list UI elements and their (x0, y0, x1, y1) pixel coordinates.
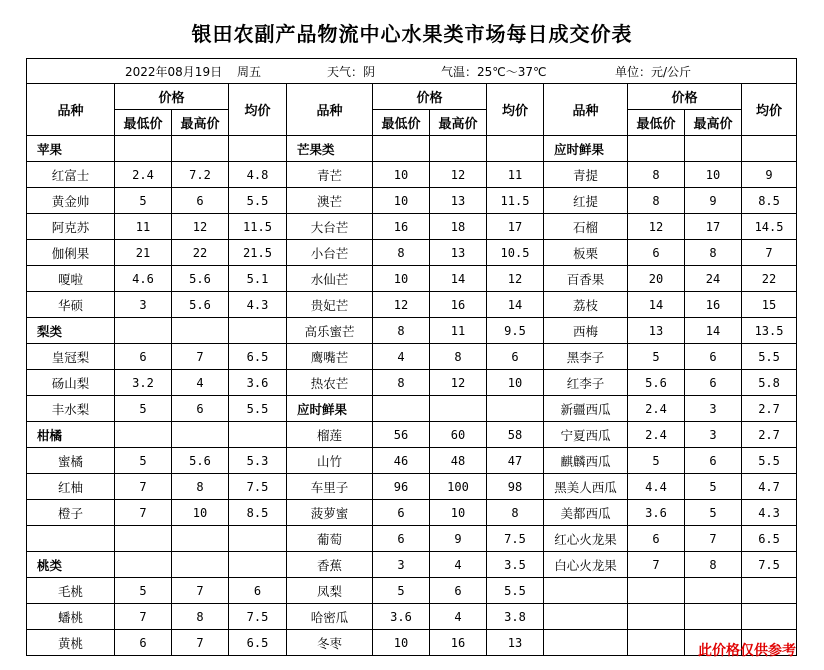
low-price-cell: 10 (373, 266, 430, 292)
header-variety: 品种 (287, 84, 373, 136)
low-price-cell: 10 (373, 162, 430, 188)
avg-price-cell: 9 (742, 162, 797, 188)
avg-price-cell (229, 526, 287, 552)
weather-text: 天气：阴 (327, 65, 376, 79)
high-price-cell: 4 (430, 552, 487, 578)
variety-cell: 热农芒 (287, 370, 373, 396)
low-price-cell: 4.4 (628, 474, 685, 500)
date-text: 2022年08月19日 (125, 65, 223, 79)
table-row (27, 136, 797, 162)
high-price-cell: 9 (685, 188, 742, 214)
avg-price-cell: 8 (487, 500, 544, 526)
high-price-cell: 3 (685, 422, 742, 448)
header-variety: 品种 (544, 84, 628, 136)
variety-cell: 红李子 (544, 370, 628, 396)
avg-price-cell: 7 (742, 240, 797, 266)
low-price-cell: 7 (115, 500, 172, 526)
avg-price-cell: 14 (487, 292, 544, 318)
avg-price-cell: 5.3 (229, 448, 287, 474)
table-row (27, 604, 797, 630)
table-row (27, 266, 797, 292)
table-row (27, 630, 797, 656)
low-price-cell: 5.6 (628, 370, 685, 396)
avg-price-cell: 12 (487, 266, 544, 292)
low-price-cell (115, 552, 172, 578)
table-row (27, 292, 797, 318)
table-row (27, 526, 797, 552)
table-row (27, 162, 797, 188)
high-price-cell: 48 (430, 448, 487, 474)
variety-cell: 榴莲 (287, 422, 373, 448)
category-label: 应时鲜果 (544, 136, 628, 162)
variety-cell: 红富士 (27, 162, 115, 188)
avg-price-cell (229, 136, 287, 162)
header-low: 最低价 (628, 110, 685, 136)
table-row (27, 552, 797, 578)
header-avg: 均价 (742, 84, 797, 136)
low-price-cell: 2.4 (115, 162, 172, 188)
low-price-cell: 96 (373, 474, 430, 500)
table-row (27, 578, 797, 604)
variety-cell: 黑美人西瓜 (544, 474, 628, 500)
header-avg: 均价 (487, 84, 544, 136)
high-price-cell: 7 (685, 526, 742, 552)
page-title: 银田农副产品物流中心水果类市场每日成交价表 (191, 22, 633, 46)
low-price-cell: 5 (115, 448, 172, 474)
low-price-cell (628, 136, 685, 162)
avg-price-cell: 4.8 (229, 162, 287, 188)
category-label: 桃类 (27, 552, 115, 578)
variety-cell: 华硕 (27, 292, 115, 318)
low-price-cell: 5 (115, 578, 172, 604)
high-price-cell: 5.6 (172, 266, 229, 292)
avg-price-cell: 4.3 (229, 292, 287, 318)
avg-price-cell: 6 (487, 344, 544, 370)
low-price-cell: 6 (628, 526, 685, 552)
header-price: 价格 (628, 84, 742, 110)
avg-price-cell (229, 422, 287, 448)
variety-cell: 青提 (544, 162, 628, 188)
avg-price-cell (742, 578, 797, 604)
high-price-cell: 16 (430, 630, 487, 656)
low-price-cell: 10 (373, 188, 430, 214)
variety-cell: 小台芒 (287, 240, 373, 266)
variety-cell: 哈密瓜 (287, 604, 373, 630)
variety-cell: 青芒 (287, 162, 373, 188)
avg-price-cell: 11.5 (229, 214, 287, 240)
high-price-cell: 6 (430, 578, 487, 604)
table-row (27, 474, 797, 500)
low-price-cell: 7 (115, 604, 172, 630)
variety-cell: 红柚 (27, 474, 115, 500)
variety-cell (544, 604, 628, 630)
variety-cell: 贵妃芒 (287, 292, 373, 318)
avg-price-cell: 3.8 (487, 604, 544, 630)
low-price-cell: 56 (373, 422, 430, 448)
variety-cell: 黄桃 (27, 630, 115, 656)
avg-price-cell: 6 (229, 578, 287, 604)
low-price-cell: 3.6 (373, 604, 430, 630)
low-price-cell: 8 (628, 188, 685, 214)
low-price-cell: 7 (115, 474, 172, 500)
high-price-cell: 24 (685, 266, 742, 292)
avg-price-cell: 3.5 (487, 552, 544, 578)
avg-price-cell: 17 (487, 214, 544, 240)
low-price-cell: 6 (373, 526, 430, 552)
low-price-cell: 3.2 (115, 370, 172, 396)
low-price-cell: 5 (628, 344, 685, 370)
category-label: 苹果 (27, 136, 115, 162)
variety-cell: 橙子 (27, 500, 115, 526)
variety-cell (544, 578, 628, 604)
high-price-cell: 12 (430, 370, 487, 396)
category-label: 应时鲜果 (287, 396, 373, 422)
high-price-cell: 6 (685, 344, 742, 370)
variety-cell: 西梅 (544, 318, 628, 344)
high-price-cell: 5.6 (172, 292, 229, 318)
low-price-cell: 3 (373, 552, 430, 578)
table-row (27, 240, 797, 266)
high-price-cell: 8 (172, 604, 229, 630)
variety-cell: 葡萄 (287, 526, 373, 552)
avg-price-cell (487, 136, 544, 162)
table-row (27, 448, 797, 474)
high-price-cell (685, 578, 742, 604)
avg-price-cell: 4.7 (742, 474, 797, 500)
low-price-cell: 8 (373, 240, 430, 266)
low-price-cell: 12 (628, 214, 685, 240)
avg-price-cell: 11.5 (487, 188, 544, 214)
high-price-cell: 7 (172, 578, 229, 604)
variety-cell: 澳芒 (287, 188, 373, 214)
low-price-cell: 20 (628, 266, 685, 292)
table-row (27, 396, 797, 422)
high-price-cell: 14 (685, 318, 742, 344)
avg-price-cell: 5.8 (742, 370, 797, 396)
avg-price-cell: 5.1 (229, 266, 287, 292)
variety-cell: 宁夏西瓜 (544, 422, 628, 448)
high-price-cell: 8 (685, 240, 742, 266)
low-price-cell: 8 (373, 318, 430, 344)
header-high: 最高价 (685, 110, 742, 136)
low-price-cell: 21 (115, 240, 172, 266)
variety-cell: 水仙芒 (287, 266, 373, 292)
low-price-cell: 10 (373, 630, 430, 656)
low-price-cell: 16 (373, 214, 430, 240)
unit-text: 单位：元/公斤 (615, 65, 692, 79)
high-price-cell: 5.6 (172, 448, 229, 474)
avg-price-cell: 5.5 (742, 344, 797, 370)
avg-price-cell: 47 (487, 448, 544, 474)
low-price-cell (628, 604, 685, 630)
high-price-cell: 8 (172, 474, 229, 500)
low-price-cell (115, 526, 172, 552)
header-row-1 (27, 84, 797, 110)
temperature-text: 气温：25℃～37℃ (441, 65, 547, 79)
header-price: 价格 (115, 84, 229, 110)
variety-cell: 丰水梨 (27, 396, 115, 422)
low-price-cell: 4 (373, 344, 430, 370)
high-price-cell: 12 (172, 214, 229, 240)
avg-price-cell: 5.5 (487, 578, 544, 604)
avg-price-cell: 7.5 (229, 474, 287, 500)
category-label: 柑橘 (27, 422, 115, 448)
low-price-cell: 6 (115, 630, 172, 656)
header-high: 最高价 (430, 110, 487, 136)
avg-price-cell (229, 552, 287, 578)
table-row (27, 318, 797, 344)
low-price-cell: 5 (115, 188, 172, 214)
high-price-cell: 6 (172, 188, 229, 214)
low-price-cell: 2.4 (628, 422, 685, 448)
high-price-cell: 11 (430, 318, 487, 344)
avg-price-cell: 7.5 (229, 604, 287, 630)
high-price-cell: 3 (685, 396, 742, 422)
variety-cell: 麒麟西瓜 (544, 448, 628, 474)
variety-cell: 冬枣 (287, 630, 373, 656)
variety-cell: 车里子 (287, 474, 373, 500)
high-price-cell (172, 136, 229, 162)
low-price-cell: 13 (628, 318, 685, 344)
low-price-cell: 4.6 (115, 266, 172, 292)
variety-cell: 美都西瓜 (544, 500, 628, 526)
high-price-cell: 4 (172, 370, 229, 396)
high-price-cell (172, 422, 229, 448)
low-price-cell: 6 (373, 500, 430, 526)
high-price-cell: 17 (685, 214, 742, 240)
high-price-cell: 6 (685, 370, 742, 396)
avg-price-cell: 10.5 (487, 240, 544, 266)
high-price-cell: 7 (172, 630, 229, 656)
variety-cell: 石榴 (544, 214, 628, 240)
high-price-cell: 16 (685, 292, 742, 318)
low-price-cell: 7 (628, 552, 685, 578)
avg-price-cell: 14.5 (742, 214, 797, 240)
low-price-cell: 3 (115, 292, 172, 318)
table-row (27, 188, 797, 214)
variety-cell: 黄金帅 (27, 188, 115, 214)
high-price-cell: 4 (430, 604, 487, 630)
low-price-cell (115, 136, 172, 162)
variety-cell: 板栗 (544, 240, 628, 266)
high-price-cell: 13 (430, 240, 487, 266)
avg-price-cell: 8.5 (742, 188, 797, 214)
low-price-cell (115, 422, 172, 448)
avg-price-cell: 5.5 (229, 396, 287, 422)
low-price-cell: 6 (628, 240, 685, 266)
avg-price-cell (229, 318, 287, 344)
avg-price-cell (742, 136, 797, 162)
high-price-cell: 14 (430, 266, 487, 292)
high-price-cell: 8 (430, 344, 487, 370)
low-price-cell: 3.6 (628, 500, 685, 526)
price-table (26, 58, 797, 656)
high-price-cell: 9 (430, 526, 487, 552)
high-price-cell: 7.2 (172, 162, 229, 188)
low-price-cell: 5 (373, 578, 430, 604)
avg-price-cell: 15 (742, 292, 797, 318)
avg-price-cell (487, 396, 544, 422)
variety-cell: 白心火龙果 (544, 552, 628, 578)
avg-price-cell: 7.5 (742, 552, 797, 578)
avg-price-cell: 2.7 (742, 422, 797, 448)
high-price-cell: 10 (172, 500, 229, 526)
variety-cell: 红心火龙果 (544, 526, 628, 552)
low-price-cell (373, 136, 430, 162)
avg-price-cell: 13.5 (742, 318, 797, 344)
table-row (27, 500, 797, 526)
category-label: 梨类 (27, 318, 115, 344)
low-price-cell: 14 (628, 292, 685, 318)
high-price-cell: 100 (430, 474, 487, 500)
variety-cell: 菠萝蜜 (287, 500, 373, 526)
variety-cell: 嗄啦 (27, 266, 115, 292)
variety-cell: 荔枝 (544, 292, 628, 318)
table-row (27, 422, 797, 448)
low-price-cell (628, 578, 685, 604)
variety-cell (27, 526, 115, 552)
high-price-cell: 6 (172, 396, 229, 422)
high-price-cell (685, 604, 742, 630)
avg-price-cell: 5.5 (742, 448, 797, 474)
table-row (27, 370, 797, 396)
variety-cell: 毛桃 (27, 578, 115, 604)
avg-price-cell: 6.5 (229, 344, 287, 370)
low-price-cell (373, 396, 430, 422)
low-price-cell: 12 (373, 292, 430, 318)
avg-price-cell: 11 (487, 162, 544, 188)
variety-cell: 大台芒 (287, 214, 373, 240)
low-price-cell: 2.4 (628, 396, 685, 422)
variety-cell: 香蕉 (287, 552, 373, 578)
avg-price-cell: 13 (487, 630, 544, 656)
high-price-cell (172, 552, 229, 578)
high-price-cell (172, 318, 229, 344)
avg-price-cell: 6.5 (229, 630, 287, 656)
header-high: 最高价 (172, 110, 229, 136)
low-price-cell: 6 (115, 344, 172, 370)
high-price-cell: 5 (685, 500, 742, 526)
header-row-2 (27, 110, 797, 136)
high-price-cell: 18 (430, 214, 487, 240)
low-price-cell: 5 (115, 396, 172, 422)
variety-cell: 黑李子 (544, 344, 628, 370)
high-price-cell (430, 396, 487, 422)
high-price-cell: 16 (430, 292, 487, 318)
high-price-cell: 6 (685, 448, 742, 474)
high-price-cell: 7 (172, 344, 229, 370)
variety-cell: 凤梨 (287, 578, 373, 604)
table-row (27, 214, 797, 240)
high-price-cell: 5 (685, 474, 742, 500)
variety-cell: 山竹 (287, 448, 373, 474)
variety-cell: 砀山梨 (27, 370, 115, 396)
info-row (27, 59, 797, 84)
avg-price-cell: 4.3 (742, 500, 797, 526)
variety-cell: 鹰嘴芒 (287, 344, 373, 370)
weekday-text: 周五 (237, 65, 262, 79)
avg-price-cell: 9.5 (487, 318, 544, 344)
table-row (27, 344, 797, 370)
avg-price-cell: 6.5 (742, 526, 797, 552)
header-variety: 品种 (27, 84, 115, 136)
variety-cell: 蜜橘 (27, 448, 115, 474)
avg-price-cell: 22 (742, 266, 797, 292)
variety-cell: 红提 (544, 188, 628, 214)
avg-price-cell: 7.5 (487, 526, 544, 552)
high-price-cell: 12 (430, 162, 487, 188)
variety-cell: 蟠桃 (27, 604, 115, 630)
avg-price-cell: 2.7 (742, 396, 797, 422)
avg-price-cell: 3.6 (229, 370, 287, 396)
high-price-cell: 22 (172, 240, 229, 266)
high-price-cell: 10 (685, 162, 742, 188)
variety-cell (544, 630, 628, 656)
footer-note: 此价格仅供参考 (698, 643, 796, 659)
low-price-cell: 5 (628, 448, 685, 474)
avg-price-cell: 58 (487, 422, 544, 448)
header-low: 最低价 (373, 110, 430, 136)
low-price-cell (115, 318, 172, 344)
low-price-cell: 11 (115, 214, 172, 240)
avg-price-cell (742, 604, 797, 630)
header-avg: 均价 (229, 84, 287, 136)
high-price-cell: 13 (430, 188, 487, 214)
avg-price-cell: 5.5 (229, 188, 287, 214)
avg-price-cell: 21.5 (229, 240, 287, 266)
avg-price-cell: 98 (487, 474, 544, 500)
high-price-cell (172, 526, 229, 552)
high-price-cell: 10 (430, 500, 487, 526)
header-low: 最低价 (115, 110, 172, 136)
variety-cell: 阿克苏 (27, 214, 115, 240)
high-price-cell (430, 136, 487, 162)
low-price-cell: 8 (373, 370, 430, 396)
low-price-cell: 8 (628, 162, 685, 188)
avg-price-cell: 8.5 (229, 500, 287, 526)
variety-cell: 伽俐果 (27, 240, 115, 266)
avg-price-cell: 10 (487, 370, 544, 396)
variety-cell: 皇冠梨 (27, 344, 115, 370)
high-price-cell (685, 136, 742, 162)
low-price-cell: 46 (373, 448, 430, 474)
variety-cell: 百香果 (544, 266, 628, 292)
variety-cell: 高乐蜜芒 (287, 318, 373, 344)
variety-cell: 新疆西瓜 (544, 396, 628, 422)
category-label: 芒果类 (287, 136, 373, 162)
high-price-cell: 8 (685, 552, 742, 578)
header-price: 价格 (373, 84, 487, 110)
high-price-cell: 60 (430, 422, 487, 448)
low-price-cell (628, 630, 685, 656)
